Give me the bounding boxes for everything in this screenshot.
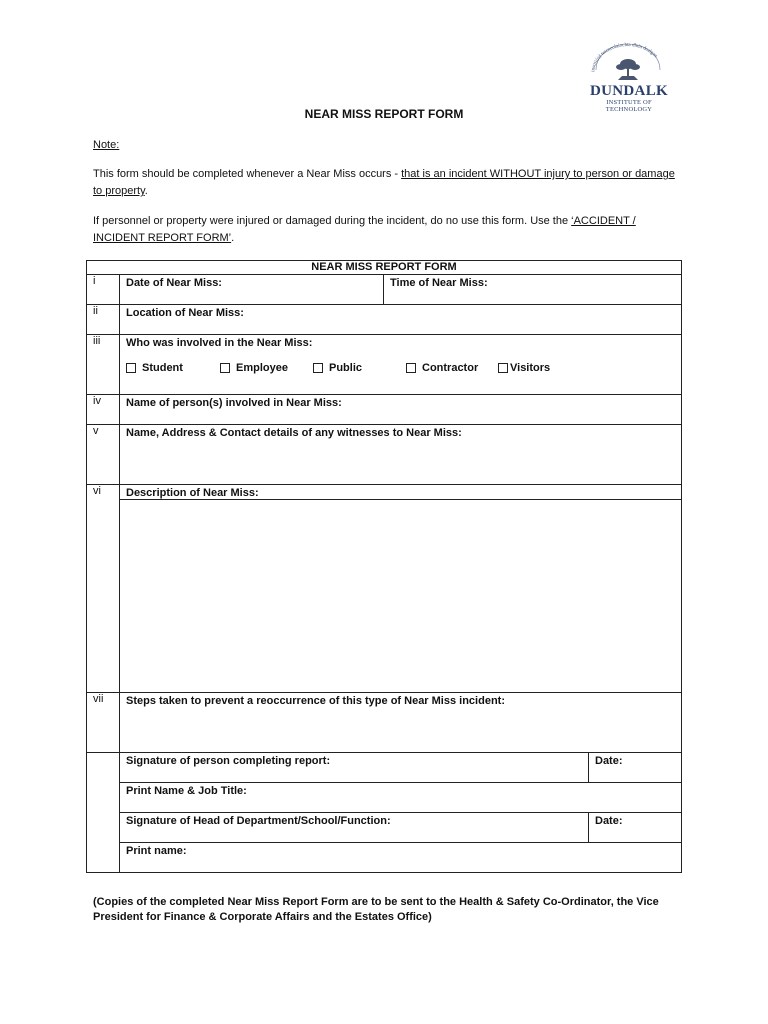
- persons-involved-field[interactable]: Name of person(s) involved in Near Miss:: [120, 395, 682, 425]
- checkbox-icon: [126, 363, 136, 373]
- logo-subtitle: INSTITUTE OF TECHNOLOGY: [605, 99, 653, 113]
- row-number: i: [87, 275, 120, 305]
- who-involved-field: Who was involved in the Near Miss: Student Employee Public Contractor Visitors: [120, 335, 682, 395]
- contractor-checkbox[interactable]: Contractor: [406, 362, 498, 374]
- print-name-field[interactable]: Print name:: [120, 843, 682, 873]
- tree-emblem-icon: [616, 59, 640, 80]
- footer-note: (Copies of the completed Near Miss Report Form are to be sent to the Health & Safety Co-Ordinator, the Vice President for Finance & Corporate Affairs and the Estates Office): [93, 896, 659, 923]
- row-date-time: [87, 275, 682, 305]
- description-label: Description of Near Miss:: [120, 485, 682, 500]
- checkbox-icon: [406, 363, 416, 373]
- row-number: vi: [87, 485, 120, 693]
- visitors-checkbox[interactable]: Visitors: [498, 362, 550, 374]
- public-checkbox[interactable]: Public: [313, 362, 406, 374]
- print-name-job-title-field[interactable]: Print Name & Job Title:: [120, 783, 682, 813]
- date-of-near-miss-field[interactable]: Date of Near Miss:: [120, 275, 384, 305]
- checkbox-icon: [220, 363, 230, 373]
- row-persons-involved: [87, 395, 682, 425]
- row-description-area: [87, 500, 682, 693]
- row-print-name-job: [87, 783, 682, 813]
- row-witnesses: [87, 425, 682, 485]
- location-field[interactable]: Location of Near Miss:: [120, 305, 682, 335]
- date-field-2[interactable]: Date:: [589, 813, 682, 843]
- table-header: NEAR MISS REPORT FORM: [87, 261, 682, 275]
- instruction-paragraph-1: This form should be completed whenever a Near Miss occurs - that is an incident WITHOUT injury to person or damage to property.: [93, 168, 675, 197]
- seal-text: institiúid teicneolaíochta dhún dealgan: [591, 42, 658, 73]
- signature-block-margin: [87, 753, 120, 873]
- checkbox-icon: [313, 363, 323, 373]
- logo-name: DUNDALK: [590, 83, 668, 99]
- row-print-name: [87, 843, 682, 873]
- row-number: ii: [87, 305, 120, 335]
- employee-checkbox[interactable]: Employee: [220, 362, 313, 374]
- date-field-1[interactable]: Date:: [589, 753, 682, 783]
- row-location: [87, 305, 682, 335]
- row-description-label: [87, 485, 682, 500]
- instruction-paragraph-2: If personnel or property were injured or damaged during the incident, do no use this form. Use the ‘ACCIDENT / INCIDENT REPORT FORM’.: [93, 215, 636, 244]
- row-head-signature: [87, 813, 682, 843]
- witnesses-field[interactable]: Name, Address & Contact details of any witnesses to Near Miss:: [120, 425, 682, 485]
- row-number: iv: [87, 395, 120, 425]
- time-of-near-miss-field[interactable]: Time of Near Miss:: [384, 275, 682, 305]
- row-number: iii: [87, 335, 120, 395]
- description-field[interactable]: [120, 500, 682, 693]
- row-steps: [87, 693, 682, 753]
- row-signature-completing: [87, 753, 682, 783]
- page-title: NEAR MISS REPORT FORM: [304, 107, 464, 121]
- signature-completing-field[interactable]: Signature of person completing report:: [120, 753, 589, 783]
- row-who-involved: [87, 335, 682, 395]
- row-number: vii: [87, 693, 120, 753]
- near-miss-form-table: [86, 260, 682, 873]
- checkbox-icon: [498, 363, 508, 373]
- steps-taken-field[interactable]: Steps taken to prevent a reoccurrence of this type of Near Miss incident:: [120, 693, 682, 753]
- student-checkbox[interactable]: Student: [126, 362, 220, 374]
- note-label: Note:: [93, 139, 120, 151]
- row-number: v: [87, 425, 120, 485]
- head-signature-field[interactable]: Signature of Head of Department/School/Function:: [120, 813, 589, 843]
